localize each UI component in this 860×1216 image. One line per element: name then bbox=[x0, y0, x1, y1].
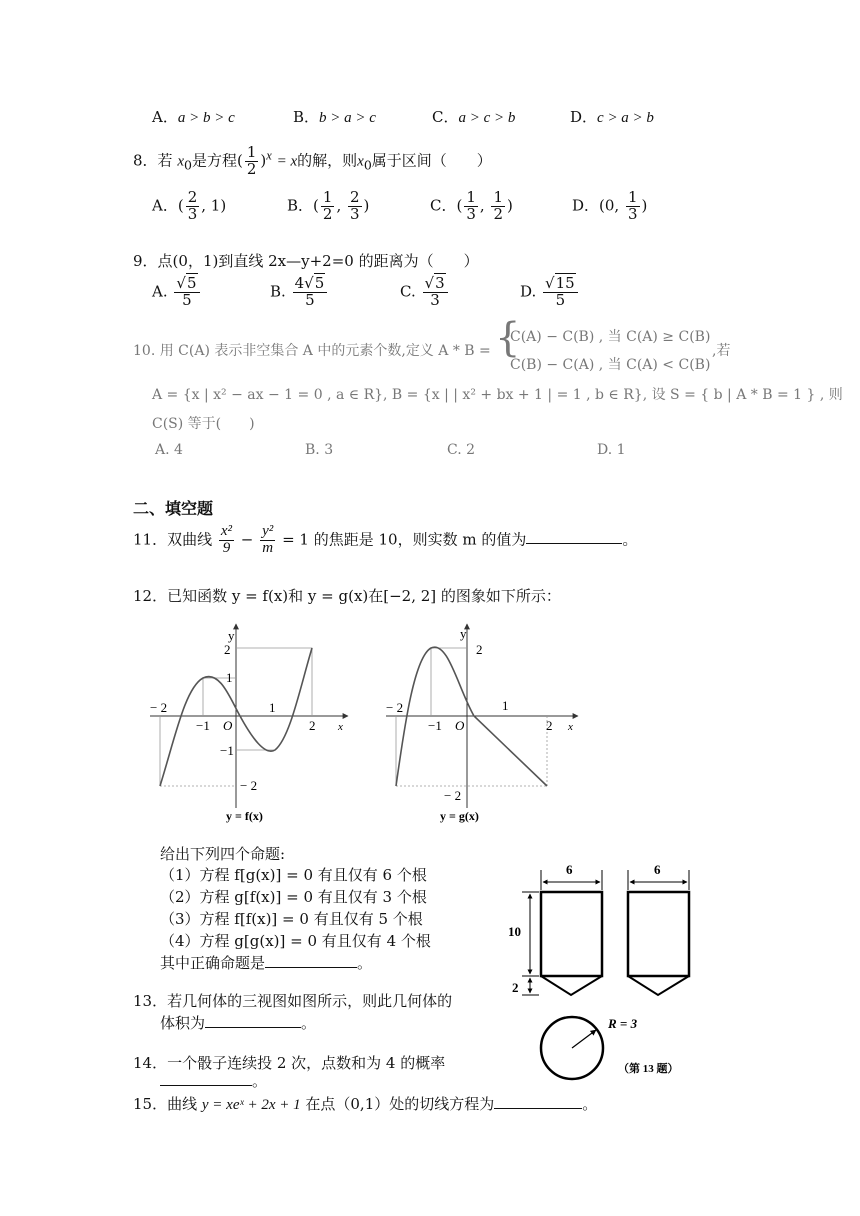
q13-end: 。 bbox=[301, 1014, 317, 1032]
side-view-cone bbox=[628, 976, 689, 995]
q8-label-d: D． bbox=[572, 196, 600, 215]
g-tick-2: 2 bbox=[476, 642, 483, 657]
q12-blank bbox=[265, 953, 357, 968]
q8-label-c: C． bbox=[430, 196, 457, 215]
q9-label-a: A. bbox=[152, 282, 168, 301]
q8-label-b: B． bbox=[287, 196, 314, 215]
q10-brace: { bbox=[495, 315, 521, 361]
q8-tail: 属于区间（ ） bbox=[371, 151, 492, 170]
q11-blank bbox=[526, 529, 622, 544]
q11-post: = 1 的焦距是 10，则实数 m 的值为 bbox=[282, 530, 527, 549]
f-tick-neg1y: −1 bbox=[220, 743, 234, 758]
q7-option-b: b > a > c bbox=[319, 110, 376, 126]
q7-option-c: a > c > b bbox=[458, 110, 516, 126]
q7-option-d: c > a > b bbox=[597, 110, 654, 126]
q10-option-c: C. 2 bbox=[447, 442, 476, 458]
q13-blank bbox=[205, 1013, 301, 1028]
g-tick-1x: 1 bbox=[502, 698, 509, 713]
q15-post: 在点（0,1）处的切线方程为 bbox=[305, 1095, 495, 1113]
q14-line2 bbox=[160, 1070, 267, 1091]
g-origin: O bbox=[455, 718, 465, 733]
q15-expr: y = xeˣ + 2x + 1 bbox=[201, 1097, 301, 1113]
q15-end: 。 bbox=[582, 1095, 598, 1113]
graph-f bbox=[140, 618, 360, 828]
q15 bbox=[133, 1093, 597, 1114]
f-origin: O bbox=[223, 718, 233, 733]
f-caption: y = f(x) bbox=[226, 809, 263, 823]
q10-line3: C(S) 等于( ) bbox=[152, 416, 255, 432]
q15-blank bbox=[494, 1094, 582, 1109]
q11: 11．双曲线 $\frac{\text{x²}}{9}$ − $\frac{\text{y²}}{m}$ = 1 的焦距是 10，则实数 m 的值为 。 bbox=[133, 523, 638, 556]
q8-pre: 若 bbox=[157, 151, 173, 170]
q14-line1: 14．一个骰子连续投 2 次，点数和为 4 的概率 bbox=[133, 1054, 446, 1072]
q14-end: 。 bbox=[252, 1072, 268, 1090]
q10-intro: 10. 用 C(A) 表示非空集合 A 中的元素个数,定义 A * B = bbox=[133, 343, 491, 359]
f-label-y: y bbox=[228, 628, 235, 643]
f-tick-2x: 2 bbox=[309, 718, 316, 733]
dim-h2-label: 2 bbox=[512, 980, 519, 995]
q7-label-d: D． bbox=[570, 108, 598, 126]
g-tick-neg2x: − 2 bbox=[386, 700, 404, 715]
q9-label-d: D. bbox=[520, 282, 537, 301]
q12-prop-2: （2）方程 g[f(x)] = 0 有且仅有 3 个根 bbox=[160, 888, 427, 906]
dim-w2-label: 6 bbox=[654, 862, 661, 877]
q12-prop-3: （3）方程 f[f(x)] = 0 有且仅有 5 个根 bbox=[160, 910, 423, 928]
q11-end: 。 bbox=[622, 530, 638, 549]
g-label-y: y bbox=[460, 626, 467, 641]
q8-half-fraction: $\frac{1}{2}$ bbox=[246, 143, 257, 178]
side-view-rect bbox=[628, 892, 689, 976]
f-tick-1x: 1 bbox=[269, 700, 276, 715]
q12-prop-4: （4）方程 g[g(x)] = 0 有且仅有 4 个根 bbox=[160, 932, 431, 950]
q8-x0-sub: 0 bbox=[184, 157, 192, 173]
q13-line1: 13．若几何体的三视图如图所示，则此几何体的 bbox=[133, 992, 453, 1010]
q9-label-b: B. bbox=[270, 282, 286, 301]
q9-label-c: C. bbox=[400, 282, 416, 301]
q12-prop-1: （1）方程 f[g(x)] = 0 有且仅有 6 个根 bbox=[160, 866, 427, 884]
q14-blank bbox=[160, 1071, 252, 1086]
q13-line2 bbox=[160, 1012, 316, 1033]
q11-pre: 11．双曲线 bbox=[133, 530, 213, 549]
front-view-rect bbox=[541, 892, 602, 976]
q12-intro: 给出下列四个命题: bbox=[160, 845, 286, 863]
q8-eq: = x bbox=[276, 153, 298, 170]
figure-caption: （第 13 题） bbox=[618, 1063, 679, 1075]
q10-option-d: D. 1 bbox=[597, 442, 626, 458]
radius-line bbox=[572, 1030, 596, 1048]
dim-h-label: 10 bbox=[508, 924, 521, 939]
q12-conclude: 其中正确命题是 bbox=[160, 954, 266, 972]
q8-mid: 是方程 bbox=[191, 151, 237, 170]
q8-post: 的解，则 bbox=[297, 151, 358, 170]
radius-label: R = 3 bbox=[608, 1016, 638, 1031]
f-tick-neg1x: −1 bbox=[196, 718, 210, 733]
q10-line2: A = {x | x² − ax − 1 = 0 , a ∈ R}, B = {x | | x² + bx + 1 | = 1 , b ∈ R}, 设 S = { b | A * B = 1 } , 则 bbox=[152, 387, 843, 403]
q10-option-b: B. 3 bbox=[305, 442, 334, 458]
f-tick-1: 1 bbox=[226, 670, 233, 685]
graph-g bbox=[378, 618, 598, 828]
dim-w1-label: 6 bbox=[566, 862, 573, 877]
g-caption: y = g(x) bbox=[440, 809, 479, 823]
q10-ruo: ,若 bbox=[712, 343, 731, 359]
f-tick-2: 2 bbox=[224, 642, 231, 657]
q7-option-a: a > b > c bbox=[177, 110, 235, 126]
f-tick-neg2x: − 2 bbox=[150, 700, 168, 715]
g-curve bbox=[396, 647, 547, 786]
section-heading: 二、填空题 bbox=[133, 499, 214, 518]
front-view-cone bbox=[541, 976, 602, 995]
q9-stem: 9．点(0，1)到直线 2x—y+2=0 的距离为（ ） bbox=[133, 252, 479, 270]
q10-case2: C(B) − C(A) , 当 C(A) < C(B) bbox=[510, 357, 711, 373]
q8-number: 8． bbox=[133, 151, 158, 170]
q10-line1 bbox=[133, 340, 491, 360]
q10-option-a: A. 4 bbox=[155, 442, 183, 458]
q7-label-b: B． bbox=[293, 108, 320, 126]
q12-end: 。 bbox=[357, 954, 373, 972]
g-tick-neg1x: −1 bbox=[428, 718, 442, 733]
g-label-x: x bbox=[568, 721, 573, 733]
q7-label-a: A． bbox=[152, 108, 178, 126]
g-tick-2x: 2 bbox=[546, 718, 553, 733]
q10-case1: C(A) − C(B) , 当 C(A) ≥ C(B) bbox=[510, 329, 711, 345]
q15-pre: 15．曲线 bbox=[133, 1095, 198, 1113]
f-label-x: x bbox=[338, 721, 343, 733]
f-tick-neg2y: − 2 bbox=[240, 778, 258, 793]
three-view-figure bbox=[500, 850, 700, 1082]
q8-stem: 8．若 $x_0$是方程( $\frac{1}{2}$ )$^x$ = x的解，则$x_0$属于区间（ ） bbox=[133, 143, 492, 178]
q8-label-a: A． bbox=[152, 196, 178, 215]
q12-conclusion bbox=[160, 952, 372, 973]
q12-stem: 12．已知函数 y = f(x)和 y = g(x)在[−2, 2] 的图象如下所示： bbox=[133, 587, 561, 605]
q7-label-c: C． bbox=[432, 108, 459, 126]
q13-volume-label: 体积为 bbox=[160, 1014, 206, 1032]
g-tick-neg2y: − 2 bbox=[444, 788, 462, 803]
q8-x0: x bbox=[177, 153, 185, 170]
